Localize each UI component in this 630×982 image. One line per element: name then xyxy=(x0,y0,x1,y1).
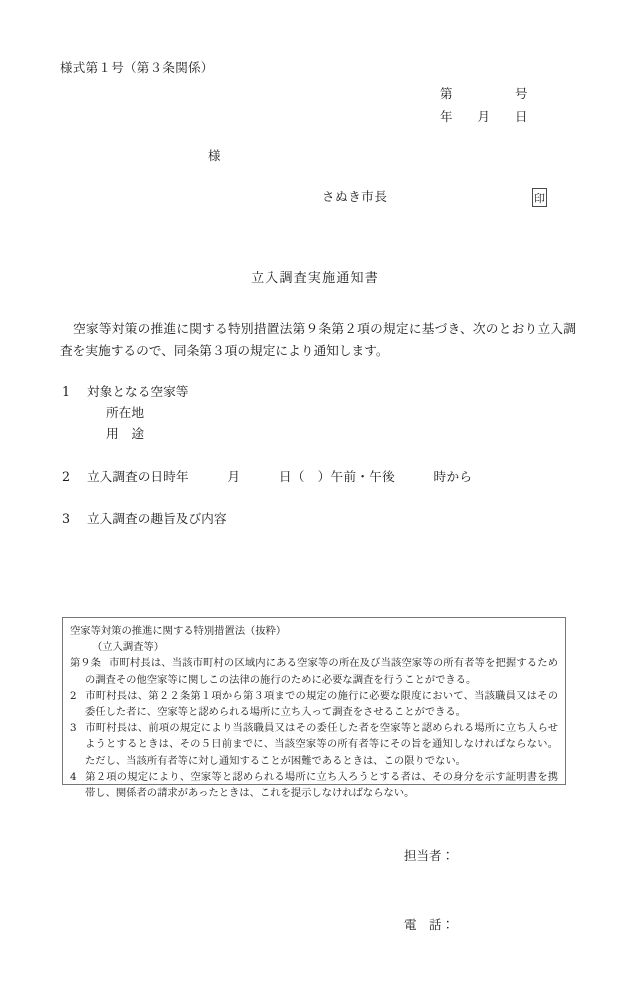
form-number: 様式第１号（第３条関係） xyxy=(60,60,214,75)
law-paragraph-4-text: 第２項の規定により、空家等と認められる場所に立ち入ろうとする者は、その身分を示す証明書を携帯し、関係者の請求があったときは、これを提示しなければならない。 xyxy=(85,770,558,800)
addressee-honorific: 様 xyxy=(208,148,221,163)
section-2-datetime-fields: 年 月 日（ ）午前・午後 時から xyxy=(175,469,473,484)
document-date-field: 年 月 日 xyxy=(440,109,528,124)
document-number-field: 第 号 xyxy=(440,86,528,101)
section-2-number: 2 xyxy=(62,469,71,484)
section-3-heading: 立入調査の趣旨及び内容 xyxy=(87,511,227,526)
section-3-number: 3 xyxy=(62,511,71,526)
telephone-label: 電 話： xyxy=(404,917,455,932)
section-1-subitem-use: 用 途 xyxy=(106,426,145,441)
law-article-9-number: 第９条 xyxy=(70,657,101,670)
section-1-subitem-location: 所在地 xyxy=(106,405,145,420)
law-paragraph-3-number: 3 xyxy=(70,722,77,735)
section-item-1 xyxy=(62,381,189,444)
section-1-number: 1 xyxy=(62,384,71,399)
law-excerpt-title: 空家等対策の推進に関する特別措置法（抜粋） xyxy=(70,625,287,637)
issuer-name: さぬき市長 xyxy=(322,189,388,204)
contact-person-label: 担当者： xyxy=(404,848,455,863)
law-paragraph-4 xyxy=(70,769,558,801)
law-excerpt-subtitle: （立入調査等） xyxy=(92,641,165,654)
law-paragraph-3 xyxy=(70,720,558,769)
law-paragraph-3-text: 市町村長は、前項の規定により当該職員又はその委任した者を空家等と認められる場所に立ち入らせようとするときは、その５日前までに、当該空家等の所有者等にその旨を通知しなければならない。ただし、当該所有者等に対し通知することが困難であるときは、この限りでない。 xyxy=(85,722,558,767)
section-1-heading: 対象となる空家等 xyxy=(87,384,189,399)
law-article-9 xyxy=(70,655,558,687)
law-paragraph-2-number: 2 xyxy=(70,689,77,702)
law-paragraph-2-text: 市町村長は、第２２条第１項から第３項までの規定の施行に必要な限度において、当該職員又はその委任した者に、空家等と認められる場所に立ち入って調査をさせることができる。 xyxy=(85,689,558,719)
footer-contact-block xyxy=(404,798,454,982)
page-title: 立入調査実施通知書 xyxy=(251,271,379,286)
law-paragraph-4-number: 4 xyxy=(70,770,77,783)
section-2-heading: 立入調査の日時 xyxy=(87,469,176,484)
section-item-3 xyxy=(62,508,227,529)
law-excerpt-box xyxy=(62,617,566,800)
law-article-9-text: 市町村長は、当該市町村の区域内にある空家等の所在及び当該空家等の所有者等を把握するための調査その他空家等に関しこの法律の施行のために必要な調査を行うことができる。 xyxy=(85,657,558,686)
seal-stamp-box: 印 xyxy=(532,188,547,207)
law-paragraph-2 xyxy=(70,688,558,720)
body-paragraph: 空家等対策の推進に関する特別措置法第９条第２項の規定に基づき、次のとおり立入調査を実施するので、同条第３項の規定により通知します。 xyxy=(60,321,576,358)
section-item-2 xyxy=(62,466,472,487)
